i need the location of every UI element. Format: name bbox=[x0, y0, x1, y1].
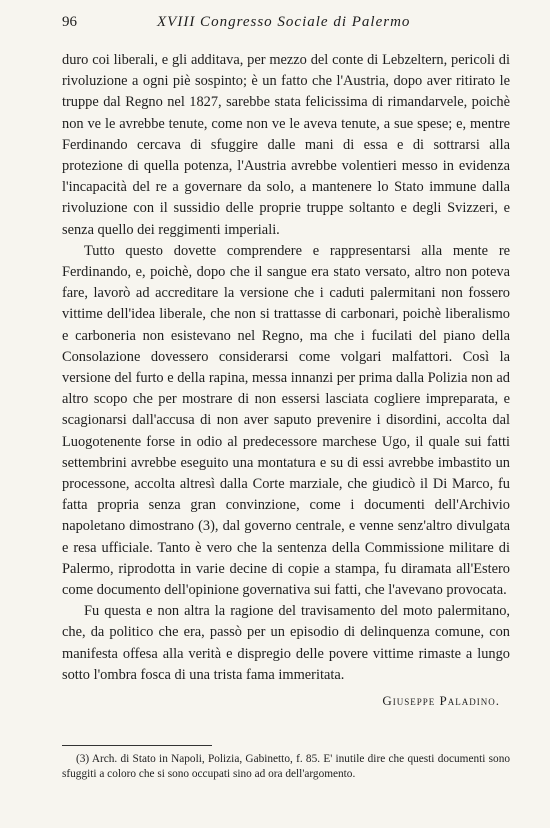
page-header bbox=[62, 14, 510, 36]
page-number: 96 bbox=[62, 14, 77, 30]
paragraph-2: Tutto questo dovette comprendere e rappresentarsi alla mente re Ferdinando, e, poichè, dopo che il sangue era stato versato, altro non poteva fare, lavorò ad accreditare la versione che i caduti palermitani non fossero vittime dell'idea liberale, che non si trattasse di carbonari, poichè liberalismo e carboneria non esistevano nel Regno, ma che i fucilati del piano della Consolazione dovessero considerarsi come volgari malfattori. Così la versione del furto e della rapina, messa innanzi per prima dalla Polizia non ad altro scopo che per mostrare di non essersi lasciata cogliere impreparata, e scagionarsi dall'accusa di non aver saputo prevenire i disordini, accolta dal Luogotenente forse in odio al predecessore marchese Ugo, il quale sui fatti settembrini avrebbe eseguito una montatura e su di essi avrebbe imbastito un processone, accolta altresì dalla Corte marziale, che giudicò il Di Marco, fu fatta propria senza gran convinzione, come i documenti dell'Archivio napoletano dimostrano (3), dal governo centrale, e venne senz'altro divulgata e resa ufficiale. Tanto è vero che la sentenza della Commissione militare di Palermo, riprodotta in varie decine di copie a stampa, fu diramata all'Estero come documento dell'opinione governativa sui fatti, che l'avevano provocata. bbox=[62, 242, 510, 599]
author-signature: Giuseppe Paladino. bbox=[382, 693, 500, 709]
paragraph-1: duro coi liberali, e gli additava, per mezzo del conte di Lebzeltern, pericoli di rivoluzione a ogni piè sospinto; è un fatto che l'Austria, dopo aver ritirato le truppe dal Regno nel 1827, sarebbe stata felicissima di rimandarvele, poichè non ve le avrebbe tenute, come non ve le aveva tenute, a sue spese; e, mentre Ferdinando cercava di sfuggire dalle mani di essa e di sottrarsi alla protezione di quella potenza, l'Austria avrebbe volentieri messo in evidenza l'incapacità del re a governare da solo, a mantenere lo Stato immune dalla rivoluzione con il sussidio delle proprie truppe soltanto e degli Svizzeri, e senza quello dei reggimenti imperiali. bbox=[62, 52, 510, 238]
footnote-divider bbox=[62, 745, 212, 746]
footnote: (3) Arch. di Stato in Napoli, Polizia, Gabinetto, f. 85. E' inutile dire che questi documenti sono sfuggiti a coloro che si sono occupati sino ad ora dell'argomento. bbox=[62, 753, 510, 781]
paragraph-3: Fu questa e non altra la ragione del travisamento del moto palermitano, che, da politico che era, passò per un episodio di delinquenza comune, con manifesta offesa alla verità e dispregio delle povere vittime rimaste a lungo sotto l'ombra fosca di una trista fama immeritata. bbox=[62, 603, 510, 683]
running-title: XVIII Congresso Sociale di Palermo bbox=[157, 14, 411, 30]
article-body bbox=[62, 50, 510, 686]
